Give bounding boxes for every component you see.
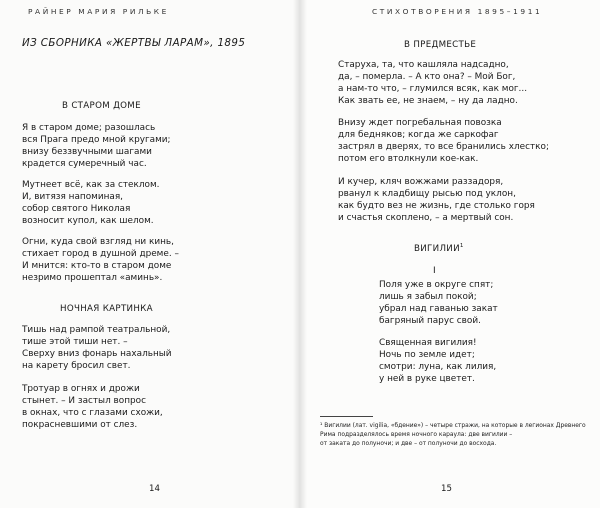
verse-line: Сверху вниз фонарь нахальный: [22, 348, 172, 359]
right-page: [300, 0, 600, 508]
verse-line: Как звать ее, не знаем, – ну да ладно.: [338, 95, 518, 106]
verse-line: покрасневшими от слез.: [22, 419, 138, 430]
page-number-right: 15: [441, 484, 452, 494]
page-number-left: 14: [149, 484, 160, 494]
poem-title-nochnaya-kartinka: НОЧНАЯ КАРТИНКА: [60, 304, 153, 314]
stanza: [22, 325, 172, 373]
stanza: [379, 338, 496, 386]
poem-title-v-starom-dome: В СТАРОМ ДОМЕ: [62, 101, 141, 111]
stanza: [379, 280, 498, 328]
verse-line: незримо прошептал «аминь».: [22, 272, 163, 283]
book-gutter: [293, 0, 307, 508]
verse-line: Внизу ждет погребальная повозка: [338, 118, 502, 128]
poem-title-v-predmestye: В ПРЕДМЕСТЬЕ: [404, 40, 477, 50]
verse-line: И, витязя напоминая,: [22, 191, 124, 202]
stanza: [22, 123, 171, 171]
verse-line: Огни, куда свой взгляд ни кинь,: [22, 237, 174, 247]
verse-line: стихает город в душной дреме. –: [22, 248, 179, 259]
verse-line: И кучер, кляч вожжами раззадоря,: [338, 177, 504, 187]
footnote-rule: [320, 416, 373, 417]
poem-title-vigilii-text: ВИГИЛИИ: [414, 243, 460, 254]
verse-line: Тротуар в огнях и дрожи: [22, 384, 140, 394]
verse-line: как будто вез не жизнь, где столько горя: [338, 200, 535, 211]
stanza: [338, 60, 527, 108]
verse-line: смотри: луна, как лилия,: [379, 361, 497, 372]
footnote-line: от заката до полуночи; и две – от полуночи до восхода.: [320, 440, 497, 448]
verse-line: собор святого Николая: [22, 203, 131, 214]
verse-line: рванул к кладбищу рысью под уклон,: [338, 188, 516, 199]
verse-line: Ночь по земле идет;: [379, 349, 475, 360]
verse-line: для бедняков; когда же саркофаг: [338, 129, 499, 140]
footnote-marker: 1: [459, 243, 464, 249]
stanza: [338, 118, 549, 166]
verse-line: тише этой тиши нет. –: [22, 336, 128, 347]
verse-line: убрал над гаванью закат: [379, 303, 498, 314]
verse-line: И мнится: кто-то в старом доме: [22, 260, 172, 271]
running-head-left: РАЙНЕР МАРИЯ РИЛЬКЕ: [28, 7, 169, 16]
stanza: [22, 384, 163, 432]
verse-line: внизу беззвучными шагами: [22, 146, 152, 157]
verse-line: крадется сумеречный час.: [22, 158, 147, 169]
part-number: I: [433, 266, 436, 276]
verse-line: Поля уже в округе спят;: [379, 280, 494, 290]
verse-line: а нам-то что, – глумился всяк, как мог...: [338, 83, 528, 94]
verse-line: на карету бросил свет.: [22, 360, 131, 371]
verse-line: вся Прага предо мной кругами;: [22, 134, 171, 145]
stanza: [338, 177, 535, 225]
verse-line: потом его втолкнули кое-как.: [338, 153, 479, 164]
running-head-right: СТИХОТВОРЕНИЯ 1895–1911: [372, 7, 543, 16]
stanza: [22, 180, 159, 228]
verse-line: стынет. – И застыл вопрос: [22, 395, 146, 406]
verse-line: Я в старом доме; разошлась: [22, 123, 156, 133]
section-year: 1895: [213, 37, 246, 49]
section-title-text: ИЗ СБОРНИКА «ЖЕРТВЫ ЛАРАМ»,: [22, 37, 214, 49]
section-title: [22, 37, 245, 49]
verse-line: лишь я забыл покой;: [379, 291, 477, 302]
verse-line: багряный парус свой.: [379, 315, 481, 326]
verse-line: застрял в дверях, то все бранились хлестко;: [338, 141, 549, 152]
verse-line: Тишь над рампой театральной,: [22, 325, 171, 335]
poem-title-vigilii: [414, 243, 464, 254]
verse-line: в окнах, что с глазами схожи,: [22, 407, 163, 418]
verse-line: Старуха, та, что кашляла надсадно,: [338, 60, 509, 70]
verse-line: у ней в руке цветет.: [379, 373, 475, 384]
footnote: [320, 421, 590, 448]
verse-line: да, – померла. – А кто она? – Мой Бог,: [338, 71, 516, 82]
verse-line: и счастья скоплено, – а мертвый сон.: [338, 212, 514, 223]
verse-line: Священная вигилия!: [379, 338, 477, 348]
verse-line: возносит купол, как шелом.: [22, 215, 154, 226]
stanza: [22, 237, 179, 285]
footnote-line: ¹ Вигилии (лат. vigilia, «бдение») – четыре стражи, на которые в легионах Древнего Рима подразделялось время ночного караула: две вигилии –: [320, 422, 586, 439]
verse-line: Мутнеет всё, как за стеклом.: [22, 180, 160, 190]
